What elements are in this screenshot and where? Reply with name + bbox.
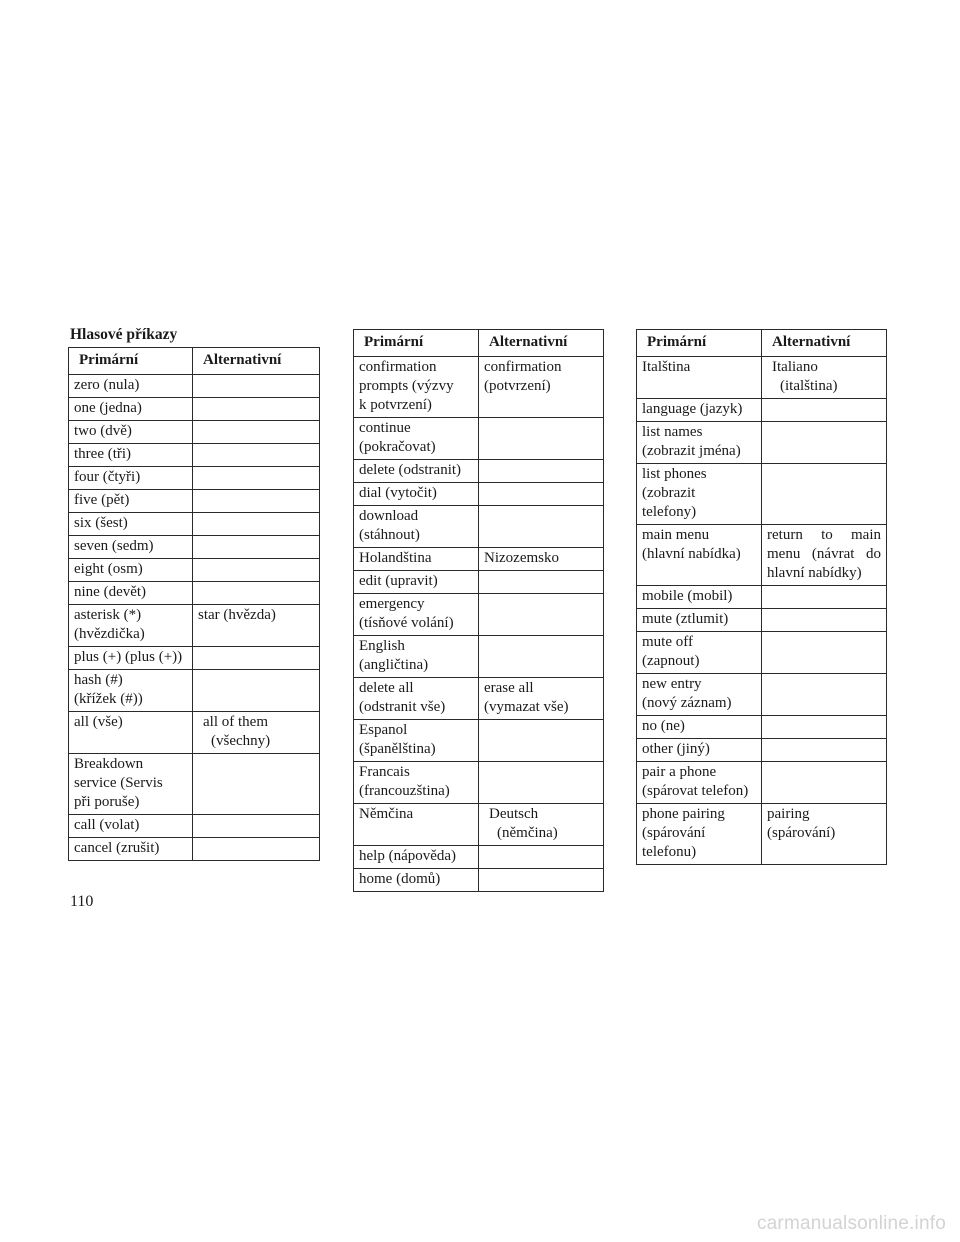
alternative-cell xyxy=(193,536,320,559)
primary-cell: continue (pokračovat) xyxy=(354,418,479,460)
primary-cell: dial (vytočit) xyxy=(354,483,479,506)
primary-cell: seven (sedm) xyxy=(69,536,193,559)
table-row xyxy=(354,636,604,678)
table-row xyxy=(637,609,887,632)
primary-cell: five (pět) xyxy=(69,490,193,513)
primary-cell: mute (ztlumit) xyxy=(637,609,762,632)
table-row xyxy=(69,375,320,398)
primary-cell: Breakdown service (Servis při poruše) xyxy=(69,754,193,815)
table-row xyxy=(637,422,887,464)
table-row xyxy=(69,605,320,647)
voice-commands-table-2 xyxy=(353,329,604,892)
alternative-cell xyxy=(762,422,887,464)
alternative-cell xyxy=(479,594,604,636)
watermark-text: carmanualsonline.info xyxy=(756,1213,946,1234)
table-row xyxy=(69,490,320,513)
table-row xyxy=(354,869,604,892)
alternative-cell xyxy=(479,571,604,594)
alternative-cell xyxy=(193,670,320,712)
primary-cell: pair a phone (spárovat telefon) xyxy=(637,762,762,804)
primary-cell: Italština xyxy=(637,357,762,399)
alternative-column-header: Alternativní xyxy=(193,348,320,375)
alternative-cell: Italiano (italština) xyxy=(762,357,887,399)
alternative-cell: Deutsch (němčina) xyxy=(479,804,604,846)
alternative-cell: erase all (vymazat vše) xyxy=(479,678,604,720)
primary-column-header: Primární xyxy=(637,330,762,357)
primary-cell: main menu (hlavní nabídka) xyxy=(637,525,762,586)
alternative-cell xyxy=(193,375,320,398)
table-row xyxy=(637,464,887,525)
primary-cell: nine (devět) xyxy=(69,582,193,605)
alternative-cell xyxy=(479,869,604,892)
table-row xyxy=(354,548,604,571)
table-row xyxy=(637,804,887,865)
alternative-cell xyxy=(193,467,320,490)
table-row xyxy=(69,444,320,467)
table-row xyxy=(69,467,320,490)
primary-column-header: Primární xyxy=(69,348,193,375)
table-row xyxy=(354,357,604,418)
table-row xyxy=(69,815,320,838)
alternative-cell xyxy=(762,716,887,739)
primary-cell: English (angličtina) xyxy=(354,636,479,678)
table-row xyxy=(354,678,604,720)
primary-cell: other (jiný) xyxy=(637,739,762,762)
alternative-cell xyxy=(479,418,604,460)
alternative-cell xyxy=(479,483,604,506)
table-row xyxy=(69,712,320,754)
alternative-cell xyxy=(193,444,320,467)
table-row xyxy=(637,762,887,804)
table-row xyxy=(354,846,604,869)
alternative-cell xyxy=(193,754,320,815)
table-row xyxy=(69,582,320,605)
table-row xyxy=(69,754,320,815)
primary-cell: Holandština xyxy=(354,548,479,571)
table-row xyxy=(354,506,604,548)
primary-cell: plus (+) (plus (+)) xyxy=(69,647,193,670)
table-row xyxy=(354,483,604,506)
alternative-cell xyxy=(193,513,320,536)
primary-cell: home (domů) xyxy=(354,869,479,892)
alternative-cell xyxy=(762,739,887,762)
table-row xyxy=(354,418,604,460)
primary-cell: download (stáhnout) xyxy=(354,506,479,548)
alternative-cell xyxy=(762,609,887,632)
primary-cell: three (tři) xyxy=(69,444,193,467)
alternative-cell xyxy=(193,582,320,605)
alternative-cell: confirmation (potvrzení) xyxy=(479,357,604,418)
table-row xyxy=(354,762,604,804)
table-row xyxy=(354,720,604,762)
primary-cell: list phones (zobrazit telefony) xyxy=(637,464,762,525)
alternative-cell xyxy=(479,762,604,804)
table-row xyxy=(69,838,320,861)
table-header-row xyxy=(69,348,320,375)
primary-cell: delete all (odstranit vše) xyxy=(354,678,479,720)
alternative-cell: return to main menu (návrat do hlavní nabídky) xyxy=(762,525,887,586)
alternative-cell xyxy=(479,846,604,869)
table-row xyxy=(637,525,887,586)
table-header-row xyxy=(354,330,604,357)
table-row xyxy=(637,716,887,739)
table-row xyxy=(69,421,320,444)
table-row xyxy=(69,536,320,559)
alternative-cell xyxy=(479,460,604,483)
table-row xyxy=(354,804,604,846)
primary-cell: list names (zobrazit jména) xyxy=(637,422,762,464)
primary-cell: one (jedna) xyxy=(69,398,193,421)
voice-commands-table-1 xyxy=(68,347,320,861)
table-row xyxy=(69,559,320,582)
table-row xyxy=(69,513,320,536)
primary-cell: all (vše) xyxy=(69,712,193,754)
table-row xyxy=(637,674,887,716)
primary-cell: hash (#) (křížek (#)) xyxy=(69,670,193,712)
primary-cell: eight (osm) xyxy=(69,559,193,582)
primary-cell: two (dvě) xyxy=(69,421,193,444)
alternative-cell xyxy=(479,720,604,762)
alternative-cell xyxy=(193,815,320,838)
table-row xyxy=(69,670,320,712)
alternative-cell xyxy=(762,762,887,804)
voice-commands-table-3 xyxy=(636,329,887,865)
table-header-row xyxy=(637,330,887,357)
primary-cell: no (ne) xyxy=(637,716,762,739)
section-title: Hlasové příkazy xyxy=(70,326,178,343)
alternative-cell xyxy=(193,838,320,861)
primary-cell: six (šest) xyxy=(69,513,193,536)
primary-cell: delete (odstranit) xyxy=(354,460,479,483)
primary-cell: help (nápověda) xyxy=(354,846,479,869)
table-row xyxy=(354,460,604,483)
primary-cell: mute off (zapnout) xyxy=(637,632,762,674)
alternative-cell xyxy=(762,464,887,525)
primary-cell: asterisk (*) (hvězdička) xyxy=(69,605,193,647)
alternative-cell xyxy=(193,559,320,582)
primary-cell: four (čtyři) xyxy=(69,467,193,490)
primary-cell: phone pairing (spárování telefonu) xyxy=(637,804,762,865)
primary-cell: emergency (tísňové volání) xyxy=(354,594,479,636)
alternative-cell xyxy=(762,586,887,609)
primary-cell: Espanol (španělština) xyxy=(354,720,479,762)
alternative-cell: Nizozemsko xyxy=(479,548,604,571)
table-row xyxy=(637,399,887,422)
primary-cell: cancel (zrušit) xyxy=(69,838,193,861)
alternative-cell xyxy=(762,399,887,422)
primary-cell: Francais (francouzština) xyxy=(354,762,479,804)
alternative-cell xyxy=(762,674,887,716)
alternative-cell: all of them (všechny) xyxy=(193,712,320,754)
table-row xyxy=(637,357,887,399)
alternative-cell xyxy=(479,506,604,548)
alternative-cell xyxy=(762,632,887,674)
table-row xyxy=(69,647,320,670)
alternative-cell xyxy=(193,398,320,421)
primary-cell: Němčina xyxy=(354,804,479,846)
alternative-column-header: Alternativní xyxy=(762,330,887,357)
table-row xyxy=(69,398,320,421)
alternative-cell: pairing (spárování) xyxy=(762,804,887,865)
alternative-cell xyxy=(193,490,320,513)
table-row xyxy=(637,739,887,762)
primary-cell: zero (nula) xyxy=(69,375,193,398)
alternative-cell: star (hvězda) xyxy=(193,605,320,647)
alternative-cell xyxy=(479,636,604,678)
primary-cell: new entry (nový záznam) xyxy=(637,674,762,716)
table-row xyxy=(354,571,604,594)
alternative-cell xyxy=(193,421,320,444)
primary-column-header: Primární xyxy=(354,330,479,357)
primary-cell: call (volat) xyxy=(69,815,193,838)
page-number: 110 xyxy=(70,893,94,910)
primary-cell: confirmation prompts (výzvy k potvrzení) xyxy=(354,357,479,418)
table-row xyxy=(354,594,604,636)
primary-cell: mobile (mobil) xyxy=(637,586,762,609)
table-row xyxy=(637,586,887,609)
alternative-column-header: Alternativní xyxy=(479,330,604,357)
table-row xyxy=(637,632,887,674)
primary-cell: edit (upravit) xyxy=(354,571,479,594)
alternative-cell xyxy=(193,647,320,670)
primary-cell: language (jazyk) xyxy=(637,399,762,422)
